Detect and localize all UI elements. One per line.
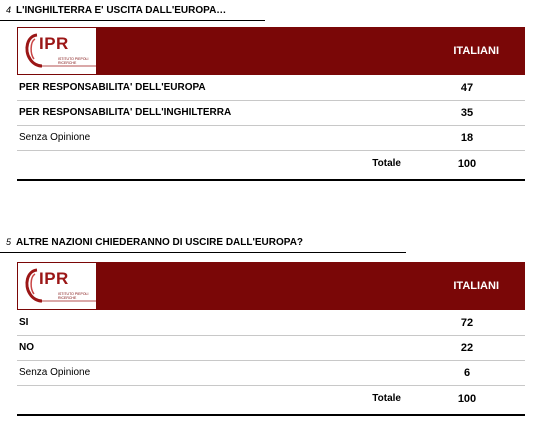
table-header xyxy=(17,27,525,75)
logo-subtitle: ISTITUTO PIEPOLI RICERCHE xyxy=(58,292,89,300)
ipr-logo xyxy=(17,27,97,75)
row-label: PER RESPONSABILITA' DELL'INGHILTERRA xyxy=(19,107,232,118)
question-title xyxy=(0,233,303,251)
row-label: SI xyxy=(19,317,29,328)
total-label: Totale xyxy=(372,158,401,169)
ipr-logo xyxy=(17,262,97,310)
table-header xyxy=(17,262,525,310)
column-header-italiani: ITALIANI xyxy=(453,45,499,57)
table-row xyxy=(17,311,525,336)
row-label: PER RESPONSABILITA' DELL'EUROPA xyxy=(19,82,206,93)
table-bottom-rule xyxy=(17,414,525,416)
logo-subtitle: ISTITUTO PIEPOLI RICERCHE xyxy=(58,57,89,65)
table-bottom-rule xyxy=(17,179,525,181)
table-row xyxy=(17,76,525,101)
table-row xyxy=(17,126,525,151)
total-label: Totale xyxy=(372,393,401,404)
row-value: 22 xyxy=(460,342,474,354)
question-underline xyxy=(0,252,406,253)
total-row xyxy=(17,386,525,412)
row-value: 6 xyxy=(463,367,471,379)
table-row xyxy=(17,101,525,126)
question-number: 5 xyxy=(6,237,12,247)
table-row xyxy=(17,336,525,361)
total-value: 100 xyxy=(457,393,477,405)
row-value: 72 xyxy=(460,317,474,329)
row-label: NO xyxy=(19,342,34,353)
question-text: ALTRE NAZIONI CHIEDERANNO DI USCIRE DALL'EUROPA? xyxy=(16,236,304,248)
total-row xyxy=(17,151,525,177)
total-value: 100 xyxy=(457,158,477,170)
row-label: Senza Opinione xyxy=(19,367,91,378)
question-text: L'INGHILTERRA E' USCITA DALL'EUROPA… xyxy=(16,4,227,16)
row-label: Senza Opinione xyxy=(19,132,91,143)
question-underline xyxy=(0,20,265,21)
logo-text: IPR xyxy=(39,269,69,288)
logo-text: IPR xyxy=(39,34,69,53)
question-number: 4 xyxy=(6,5,12,15)
column-header-italiani: ITALIANI xyxy=(453,280,499,292)
row-value: 18 xyxy=(460,132,474,144)
table-row xyxy=(17,361,525,386)
row-value: 47 xyxy=(460,82,474,94)
row-value: 35 xyxy=(460,107,474,119)
question-title xyxy=(0,1,226,19)
